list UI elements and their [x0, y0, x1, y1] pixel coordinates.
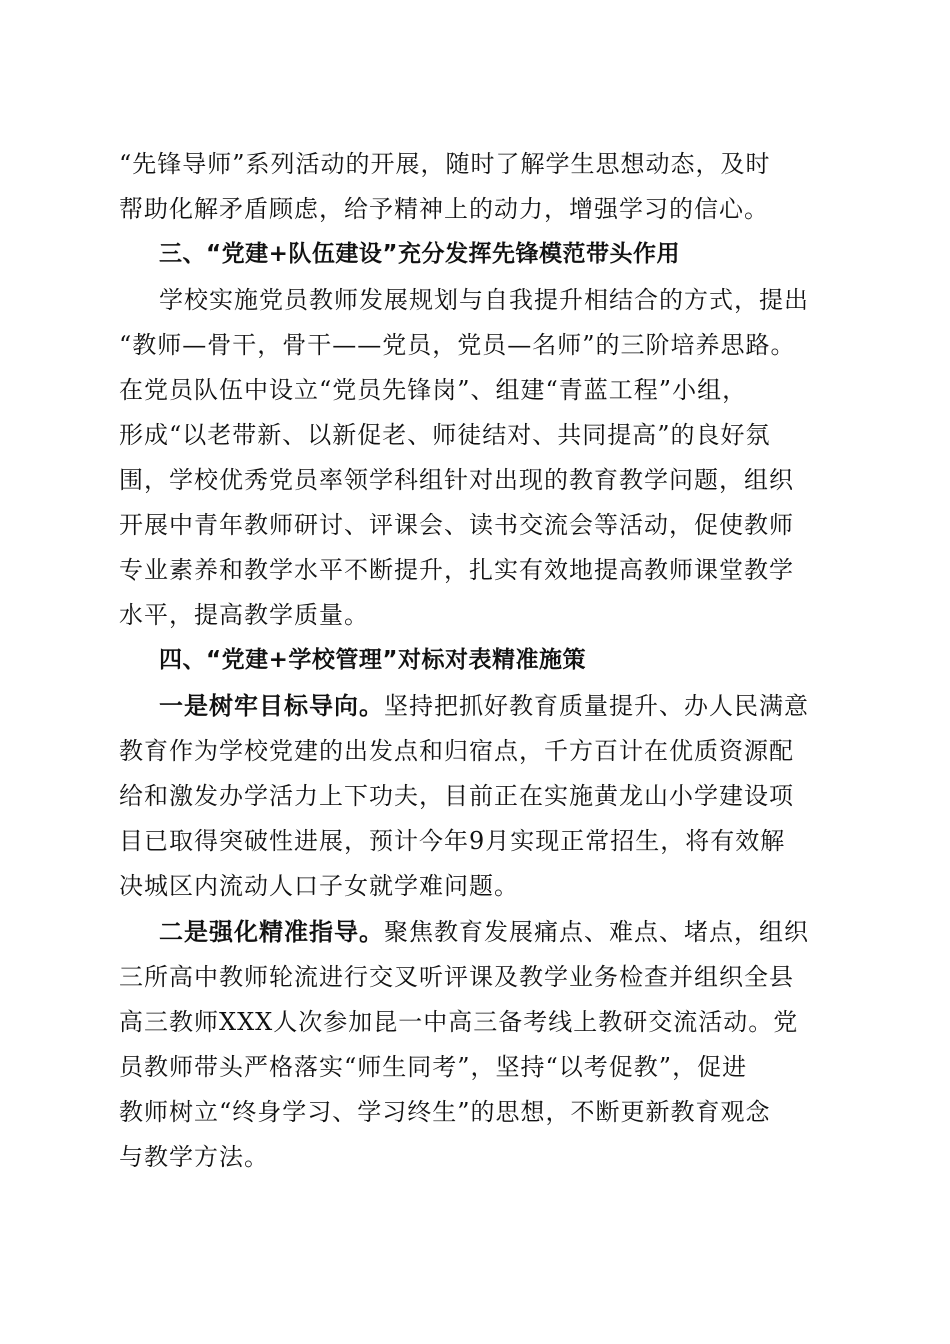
body-text-line: 学校实施党员教师发展规划与自我提升相结合的方式，提出 — [159, 286, 809, 314]
point-2-first-line-text: 聚焦教育发展痛点、难点、堵点，组织 — [384, 918, 809, 946]
body-text-line: 专业素养和教学水平不断提升，扎实有效地提高教师课堂教学 — [119, 556, 794, 584]
body-text-line: 高三教师XXX人次参加昆一中高三备考线上教研交流活动。党 — [119, 1008, 799, 1036]
body-text-line: “先锋导师”系列活动的开展，随时了解学生思想动态，及时 — [119, 150, 771, 178]
body-text-line: “教师—骨干，骨干——党员，党员—名师”的三阶培养思路。 — [119, 331, 796, 359]
body-text-line: 员教师带头严格落实“师生同考”，坚持“以考促教”，促进 — [119, 1053, 748, 1081]
body-text-line: 围，学校优秀党员率领学科组针对出现的教育教学问题，组织 — [119, 466, 794, 494]
point-1-first-line-text: 坚持把抓好教育质量提升、办人民满意 — [384, 692, 809, 720]
body-text-line: 给和激发办学活力上下功夫，目前正在实施黄龙山小学建设项 — [119, 782, 794, 810]
body-text-line: 形成“以老带新、以新促老、师徒结对、共同提高”的良好氛 — [119, 421, 771, 449]
body-text-line: 开展中青年教师研讨、评课会、读书交流会等活动，促使教师 — [119, 511, 794, 539]
point-2-lead: 二是强化精准指导。 — [159, 918, 384, 946]
body-text-line: 决城区内流动人口子女就学难问题。 — [119, 872, 519, 900]
point-1-first-line — [159, 686, 839, 726]
point-1-lead: 一是树牢目标导向。 — [159, 692, 384, 720]
point-2-first-line — [159, 912, 839, 952]
body-text-line: 在党员队伍中设立“党员先锋岗”、组建“青蓝工程”小组， — [119, 376, 748, 404]
body-text-line: 与教学方法。 — [119, 1143, 269, 1171]
body-text-line: 目已取得突破性进展，预计今年9月实现正常招生，将有效解 — [119, 827, 786, 855]
section-4-heading: 四、“党建+学校管理”对标对表精准施策 — [159, 647, 587, 673]
body-text-line: 水平，提高教学质量。 — [119, 601, 369, 629]
body-text-line: 三所高中教师轮流进行交叉听评课及教学业务检查并组织全县 — [119, 963, 794, 991]
section-3-heading: 三、“党建+队伍建设”充分发挥先锋模范带头作用 — [159, 241, 681, 267]
body-text-line: 帮助化解矛盾顾虑，给予精神上的动力，增强学习的信心。 — [119, 195, 769, 223]
body-text-line: 教育作为学校党建的出发点和归宿点，千方百计在优质资源配 — [119, 737, 794, 765]
body-text-line: 教师树立“终身学习、学习终生”的思想，不断更新教育观念 — [119, 1098, 771, 1126]
